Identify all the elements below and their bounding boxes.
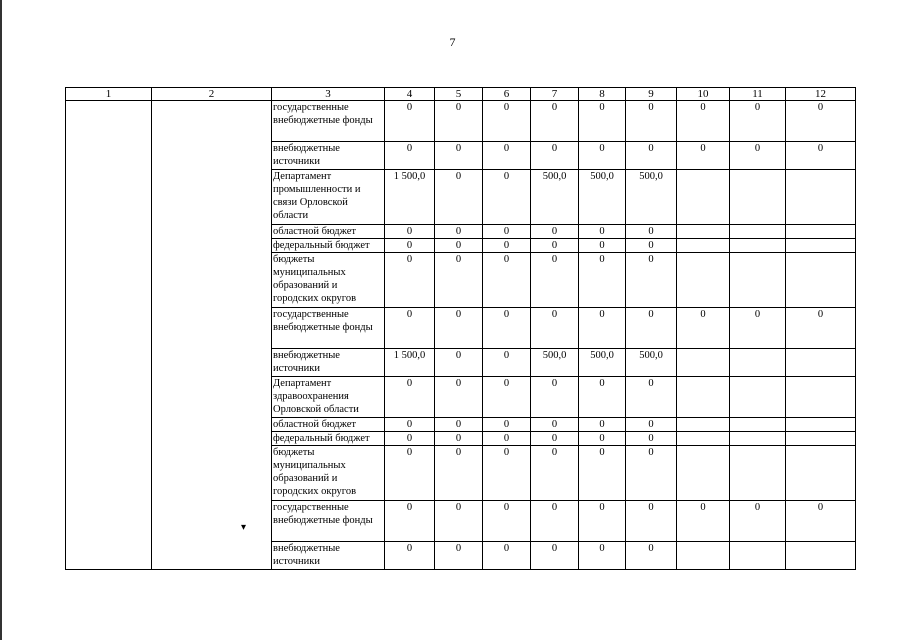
value-cell-col-12 <box>786 170 856 225</box>
value-cell-col-6: 0 <box>483 308 531 349</box>
value-cell-col-7: 0 <box>531 446 579 501</box>
value-cell-col-12 <box>786 377 856 418</box>
header-cell-11: 11 <box>730 88 786 101</box>
value-cell-col-9: 0 <box>626 542 677 570</box>
row-label: Департамент здравоохранения Орловской области <box>272 377 385 418</box>
value-cell-col-12: 0 <box>786 101 856 142</box>
value-cell-col-9: 500,0 <box>626 349 677 377</box>
value-cell-col-8: 0 <box>579 501 626 542</box>
value-cell-col-4: 0 <box>385 377 435 418</box>
row-label: бюджеты муниципальных образований и городских округов <box>272 446 385 501</box>
value-cell-col-8: 0 <box>579 377 626 418</box>
value-cell-col-8: 0 <box>579 432 626 446</box>
value-cell-col-4: 0 <box>385 418 435 432</box>
value-cell-col-11 <box>730 239 786 253</box>
column-1-merged-cell <box>66 101 152 570</box>
value-cell-col-9: 0 <box>626 432 677 446</box>
value-cell-col-11 <box>730 432 786 446</box>
header-cell-7: 7 <box>531 88 579 101</box>
value-cell-col-10 <box>677 253 730 308</box>
table-header-row <box>66 88 856 101</box>
value-cell-col-5: 0 <box>435 349 483 377</box>
value-cell-col-11 <box>730 542 786 570</box>
value-cell-col-7: 0 <box>531 101 579 142</box>
row-label: внебюджетные источники <box>272 349 385 377</box>
value-cell-col-10 <box>677 239 730 253</box>
value-cell-col-10 <box>677 170 730 225</box>
value-cell-col-7: 0 <box>531 418 579 432</box>
value-cell-col-11 <box>730 446 786 501</box>
value-cell-col-10 <box>677 418 730 432</box>
value-cell-col-6: 0 <box>483 349 531 377</box>
value-cell-col-9: 0 <box>626 239 677 253</box>
header-cell-6: 6 <box>483 88 531 101</box>
value-cell-col-6: 0 <box>483 253 531 308</box>
value-cell-col-9: 0 <box>626 253 677 308</box>
header-cell-3: 3 <box>272 88 385 101</box>
value-cell-col-10 <box>677 542 730 570</box>
value-cell-col-5: 0 <box>435 377 483 418</box>
value-cell-col-9: 0 <box>626 101 677 142</box>
value-cell-col-4: 0 <box>385 253 435 308</box>
value-cell-col-4: 0 <box>385 239 435 253</box>
value-cell-col-5: 0 <box>435 308 483 349</box>
value-cell-col-12 <box>786 446 856 501</box>
page-number: 7 <box>449 35 456 49</box>
row-label: областной бюджет <box>272 418 385 432</box>
value-cell-col-12 <box>786 542 856 570</box>
value-cell-col-8: 0 <box>579 101 626 142</box>
value-cell-col-10 <box>677 432 730 446</box>
value-cell-col-11 <box>730 170 786 225</box>
value-cell-col-6: 0 <box>483 418 531 432</box>
value-cell-col-6: 0 <box>483 101 531 142</box>
value-cell-col-11 <box>730 349 786 377</box>
value-cell-col-11: 0 <box>730 501 786 542</box>
row-label: федеральный бюджет <box>272 239 385 253</box>
value-cell-col-9: 500,0 <box>626 170 677 225</box>
value-cell-col-12 <box>786 253 856 308</box>
value-cell-col-5: 0 <box>435 418 483 432</box>
value-cell-col-12: 0 <box>786 142 856 170</box>
row-label: государственные внебюджетные фонды <box>272 101 385 142</box>
stray-mark: ▾ <box>241 522 247 533</box>
value-cell-col-6: 0 <box>483 501 531 542</box>
value-cell-col-11 <box>730 225 786 239</box>
value-cell-col-7: 0 <box>531 142 579 170</box>
value-cell-col-9: 0 <box>626 377 677 418</box>
value-cell-col-4: 0 <box>385 501 435 542</box>
value-cell-col-6: 0 <box>483 542 531 570</box>
value-cell-col-4: 0 <box>385 432 435 446</box>
value-cell-col-5: 0 <box>435 253 483 308</box>
value-cell-col-7: 500,0 <box>531 349 579 377</box>
value-cell-col-7: 0 <box>531 253 579 308</box>
row-label: федеральный бюджет <box>272 432 385 446</box>
value-cell-col-7: 0 <box>531 501 579 542</box>
value-cell-col-9: 0 <box>626 501 677 542</box>
value-cell-col-5: 0 <box>435 101 483 142</box>
row-label: областной бюджет <box>272 225 385 239</box>
table-row <box>66 101 856 142</box>
value-cell-col-12: 0 <box>786 308 856 349</box>
value-cell-col-4: 0 <box>385 101 435 142</box>
value-cell-col-8: 500,0 <box>579 349 626 377</box>
value-cell-col-7: 0 <box>531 308 579 349</box>
value-cell-col-6: 0 <box>483 432 531 446</box>
value-cell-col-6: 0 <box>483 225 531 239</box>
row-label: Департамент промышленности и связи Орловской области <box>272 170 385 225</box>
header-cell-8: 8 <box>579 88 626 101</box>
row-label: внебюджетные источники <box>272 142 385 170</box>
value-cell-col-10 <box>677 349 730 377</box>
header-cell-12: 12 <box>786 88 856 101</box>
value-cell-col-4: 0 <box>385 308 435 349</box>
value-cell-col-7: 0 <box>531 542 579 570</box>
value-cell-col-12 <box>786 349 856 377</box>
value-cell-col-6: 0 <box>483 239 531 253</box>
value-cell-col-10 <box>677 377 730 418</box>
value-cell-col-5: 0 <box>435 432 483 446</box>
header-cell-9: 9 <box>626 88 677 101</box>
value-cell-col-6: 0 <box>483 446 531 501</box>
value-cell-col-8: 0 <box>579 239 626 253</box>
value-cell-col-9: 0 <box>626 142 677 170</box>
value-cell-col-10 <box>677 225 730 239</box>
value-cell-col-8: 0 <box>579 446 626 501</box>
value-cell-col-7: 0 <box>531 377 579 418</box>
value-cell-col-6: 0 <box>483 377 531 418</box>
value-cell-col-12 <box>786 432 856 446</box>
header-cell-5: 5 <box>435 88 483 101</box>
column-2-merged-cell <box>152 101 272 570</box>
value-cell-col-10 <box>677 446 730 501</box>
value-cell-col-6: 0 <box>483 170 531 225</box>
value-cell-col-10: 0 <box>677 142 730 170</box>
value-cell-col-4: 1 500,0 <box>385 349 435 377</box>
value-cell-col-6: 0 <box>483 142 531 170</box>
value-cell-col-5: 0 <box>435 142 483 170</box>
row-label: бюджеты муниципальных образований и городских округов <box>272 253 385 308</box>
value-cell-col-5: 0 <box>435 501 483 542</box>
value-cell-col-7: 0 <box>531 239 579 253</box>
row-label: государственные внебюджетные фонды <box>272 308 385 349</box>
value-cell-col-7: 500,0 <box>531 170 579 225</box>
value-cell-col-8: 0 <box>579 418 626 432</box>
value-cell-col-11: 0 <box>730 308 786 349</box>
value-cell-col-4: 0 <box>385 542 435 570</box>
header-cell-10: 10 <box>677 88 730 101</box>
value-cell-col-12 <box>786 239 856 253</box>
value-cell-col-8: 0 <box>579 308 626 349</box>
value-cell-col-10: 0 <box>677 501 730 542</box>
value-cell-col-5: 0 <box>435 446 483 501</box>
value-cell-col-10: 0 <box>677 101 730 142</box>
value-cell-col-11 <box>730 253 786 308</box>
value-cell-col-7: 0 <box>531 225 579 239</box>
value-cell-col-11: 0 <box>730 101 786 142</box>
value-cell-col-4: 0 <box>385 446 435 501</box>
header-cell-4: 4 <box>385 88 435 101</box>
value-cell-col-9: 0 <box>626 225 677 239</box>
value-cell-col-12 <box>786 225 856 239</box>
value-cell-col-8: 0 <box>579 253 626 308</box>
value-cell-col-8: 0 <box>579 142 626 170</box>
header-cell-2: 2 <box>152 88 272 101</box>
value-cell-col-5: 0 <box>435 239 483 253</box>
value-cell-col-9: 0 <box>626 308 677 349</box>
row-label: государственные внебюджетные фонды <box>272 501 385 542</box>
value-cell-col-8: 0 <box>579 225 626 239</box>
value-cell-col-5: 0 <box>435 225 483 239</box>
value-cell-col-9: 0 <box>626 446 677 501</box>
value-cell-col-5: 0 <box>435 542 483 570</box>
value-cell-col-11 <box>730 418 786 432</box>
value-cell-col-12: 0 <box>786 501 856 542</box>
value-cell-col-5: 0 <box>435 170 483 225</box>
header-cell-1: 1 <box>66 88 152 101</box>
value-cell-col-9: 0 <box>626 418 677 432</box>
value-cell-col-8: 500,0 <box>579 170 626 225</box>
value-cell-col-12 <box>786 418 856 432</box>
budget-table <box>65 87 856 570</box>
value-cell-col-11: 0 <box>730 142 786 170</box>
value-cell-col-8: 0 <box>579 542 626 570</box>
value-cell-col-4: 1 500,0 <box>385 170 435 225</box>
value-cell-col-4: 0 <box>385 142 435 170</box>
value-cell-col-7: 0 <box>531 432 579 446</box>
row-label: внебюджетные источники <box>272 542 385 570</box>
value-cell-col-11 <box>730 377 786 418</box>
page-left-edge <box>0 0 2 640</box>
value-cell-col-10: 0 <box>677 308 730 349</box>
value-cell-col-4: 0 <box>385 225 435 239</box>
